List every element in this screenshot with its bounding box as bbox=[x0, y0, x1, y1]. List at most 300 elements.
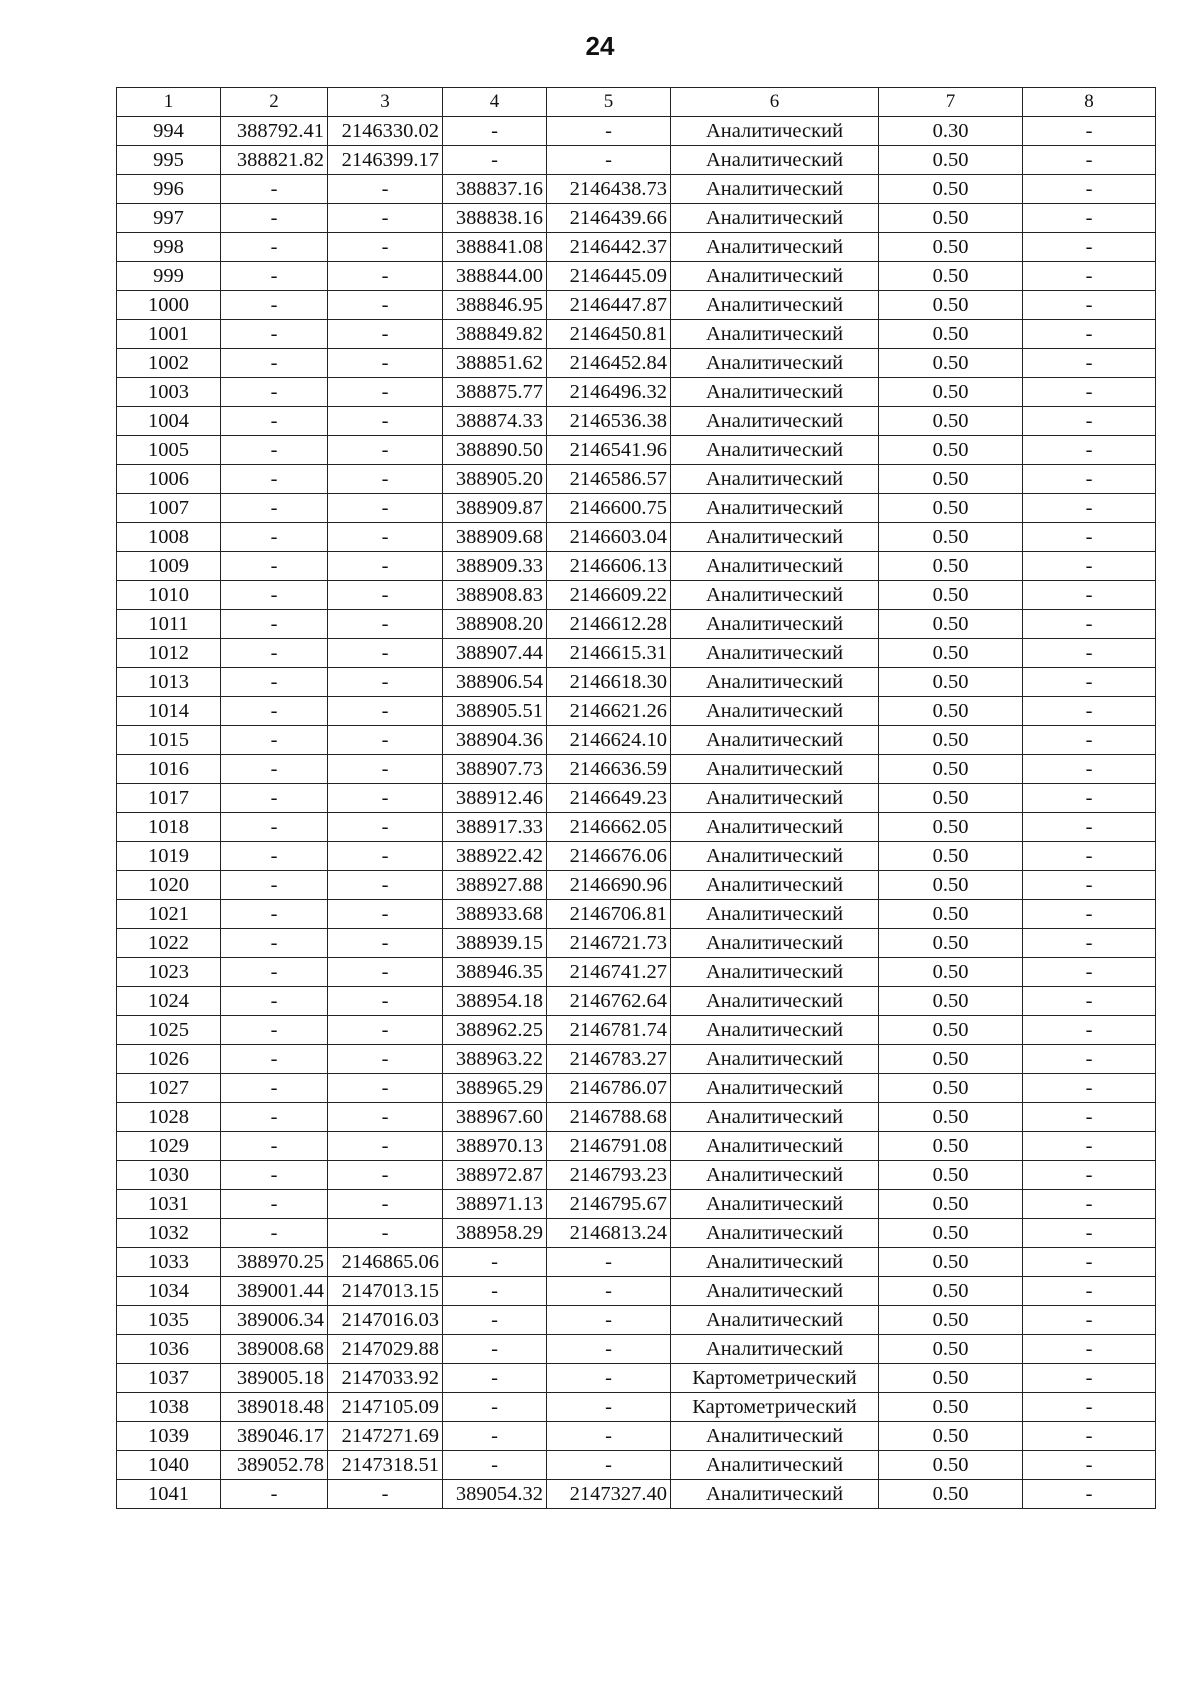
table-cell: - bbox=[328, 1045, 443, 1074]
table-cell: - bbox=[547, 1422, 671, 1451]
table-cell: - bbox=[1023, 262, 1156, 291]
table-cell: 1031 bbox=[117, 1190, 221, 1219]
table-row bbox=[117, 1480, 1156, 1509]
table-cell: - bbox=[1023, 784, 1156, 813]
table-cell: 388907.73 bbox=[443, 755, 547, 784]
table-cell: 2146603.04 bbox=[547, 523, 671, 552]
table-cell: 0.50 bbox=[879, 871, 1023, 900]
table-cell: - bbox=[221, 523, 328, 552]
table-cell: - bbox=[328, 842, 443, 871]
table-cell: - bbox=[1023, 494, 1156, 523]
table-row bbox=[117, 1219, 1156, 1248]
table-cell: 1026 bbox=[117, 1045, 221, 1074]
table-cell: - bbox=[328, 320, 443, 349]
table-cell: 0.50 bbox=[879, 813, 1023, 842]
table-cell: 2146783.27 bbox=[547, 1045, 671, 1074]
table-cell: - bbox=[328, 175, 443, 204]
table-cell: 2147318.51 bbox=[328, 1451, 443, 1480]
table-cell: 0.50 bbox=[879, 523, 1023, 552]
table-row bbox=[117, 1190, 1156, 1219]
table-row bbox=[117, 842, 1156, 871]
table-cell: 2146781.74 bbox=[547, 1016, 671, 1045]
table-cell: - bbox=[328, 1219, 443, 1248]
table-cell: - bbox=[221, 726, 328, 755]
table-cell: - bbox=[328, 1132, 443, 1161]
table-cell: 389008.68 bbox=[221, 1335, 328, 1364]
table-cell: Аналитический bbox=[671, 1132, 879, 1161]
table-cell: 388946.35 bbox=[443, 958, 547, 987]
table-row bbox=[117, 726, 1156, 755]
table-cell: Аналитический bbox=[671, 1306, 879, 1335]
table-cell: - bbox=[1023, 581, 1156, 610]
table-row bbox=[117, 1248, 1156, 1277]
table-cell: - bbox=[221, 610, 328, 639]
table-cell: 388917.33 bbox=[443, 813, 547, 842]
table-cell: - bbox=[1023, 1248, 1156, 1277]
table-cell: 2147033.92 bbox=[328, 1364, 443, 1393]
table-cell: 0.50 bbox=[879, 1016, 1023, 1045]
table-cell: 1007 bbox=[117, 494, 221, 523]
table-cell: Аналитический bbox=[671, 1045, 879, 1074]
table-row bbox=[117, 1335, 1156, 1364]
table-cell: 1003 bbox=[117, 378, 221, 407]
table-cell: 0.50 bbox=[879, 378, 1023, 407]
table-cell: 389054.32 bbox=[443, 1480, 547, 1509]
table-cell: - bbox=[328, 1190, 443, 1219]
table-cell: - bbox=[1023, 1219, 1156, 1248]
table-cell: 1014 bbox=[117, 697, 221, 726]
table-cell: - bbox=[1023, 436, 1156, 465]
table-cell: - bbox=[328, 987, 443, 1016]
table-cell: 1039 bbox=[117, 1422, 221, 1451]
table-cell: - bbox=[221, 1016, 328, 1045]
table-row bbox=[117, 523, 1156, 552]
table-cell: - bbox=[1023, 1422, 1156, 1451]
table-cell: - bbox=[1023, 117, 1156, 146]
table-row bbox=[117, 1451, 1156, 1480]
table-cell: - bbox=[328, 929, 443, 958]
table-cell: 2146621.26 bbox=[547, 697, 671, 726]
table-cell: - bbox=[221, 900, 328, 929]
table-cell: Аналитический bbox=[671, 436, 879, 465]
table-cell: 2146450.81 bbox=[547, 320, 671, 349]
table-cell: - bbox=[443, 1277, 547, 1306]
table-cell: 388939.15 bbox=[443, 929, 547, 958]
coordinates-table bbox=[116, 87, 1156, 1509]
table-cell: 995 bbox=[117, 146, 221, 175]
table-cell: 0.50 bbox=[879, 1306, 1023, 1335]
table-row bbox=[117, 465, 1156, 494]
table-cell: 388965.29 bbox=[443, 1074, 547, 1103]
table-cell: - bbox=[328, 784, 443, 813]
table-row bbox=[117, 204, 1156, 233]
table-cell: Аналитический bbox=[671, 1248, 879, 1277]
table-cell: Аналитический bbox=[671, 1074, 879, 1103]
table-cell: 998 bbox=[117, 233, 221, 262]
table-row bbox=[117, 494, 1156, 523]
table-cell: - bbox=[1023, 755, 1156, 784]
table-cell: 388837.16 bbox=[443, 175, 547, 204]
table-cell: 388904.36 bbox=[443, 726, 547, 755]
table-cell: - bbox=[221, 581, 328, 610]
table-row bbox=[117, 668, 1156, 697]
table-cell: - bbox=[1023, 958, 1156, 987]
table-cell: 388906.54 bbox=[443, 668, 547, 697]
table-row bbox=[117, 958, 1156, 987]
table-cell: 1040 bbox=[117, 1451, 221, 1480]
table-cell: 2146793.23 bbox=[547, 1161, 671, 1190]
table-cell: 0.50 bbox=[879, 291, 1023, 320]
table-cell: Аналитический bbox=[671, 349, 879, 378]
table-cell: 0.50 bbox=[879, 349, 1023, 378]
table-cell: 2147029.88 bbox=[328, 1335, 443, 1364]
table-cell: 1016 bbox=[117, 755, 221, 784]
column-header: 4 bbox=[443, 88, 547, 117]
table-cell: - bbox=[221, 639, 328, 668]
table-cell: 2146649.23 bbox=[547, 784, 671, 813]
table-cell: Аналитический bbox=[671, 1103, 879, 1132]
table-cell: - bbox=[328, 1016, 443, 1045]
table-cell: 0.50 bbox=[879, 320, 1023, 349]
table-cell: 0.50 bbox=[879, 610, 1023, 639]
table-cell: 1000 bbox=[117, 291, 221, 320]
table-cell: 2147013.15 bbox=[328, 1277, 443, 1306]
table-cell: 1009 bbox=[117, 552, 221, 581]
column-header: 1 bbox=[117, 88, 221, 117]
table-cell: Аналитический bbox=[671, 1219, 879, 1248]
table-cell: - bbox=[1023, 987, 1156, 1016]
table-row bbox=[117, 378, 1156, 407]
table-cell: Аналитический bbox=[671, 697, 879, 726]
table-cell: - bbox=[1023, 146, 1156, 175]
table-cell: - bbox=[221, 958, 328, 987]
table-cell: 2146541.96 bbox=[547, 436, 671, 465]
table-cell: Аналитический bbox=[671, 1016, 879, 1045]
table-cell: 2146609.22 bbox=[547, 581, 671, 610]
column-header: 8 bbox=[1023, 88, 1156, 117]
table-cell: 0.50 bbox=[879, 1480, 1023, 1509]
table-cell: 2146612.28 bbox=[547, 610, 671, 639]
column-header: 5 bbox=[547, 88, 671, 117]
table-row bbox=[117, 233, 1156, 262]
table-cell: - bbox=[1023, 1277, 1156, 1306]
table-row bbox=[117, 755, 1156, 784]
table-cell: - bbox=[1023, 697, 1156, 726]
table-cell: 2146706.81 bbox=[547, 900, 671, 929]
table-cell: 388970.25 bbox=[221, 1248, 328, 1277]
table-cell: 0.50 bbox=[879, 1190, 1023, 1219]
table-cell: - bbox=[328, 639, 443, 668]
table-cell: 388874.33 bbox=[443, 407, 547, 436]
table-cell: Картометрический bbox=[671, 1364, 879, 1393]
table-cell: 0.50 bbox=[879, 958, 1023, 987]
table-cell: Аналитический bbox=[671, 407, 879, 436]
table-cell: - bbox=[328, 610, 443, 639]
table-cell: 1036 bbox=[117, 1335, 221, 1364]
table-cell: - bbox=[328, 958, 443, 987]
table-cell: 388838.16 bbox=[443, 204, 547, 233]
table-cell: 1012 bbox=[117, 639, 221, 668]
table-row bbox=[117, 610, 1156, 639]
table-cell: 1022 bbox=[117, 929, 221, 958]
column-header: 3 bbox=[328, 88, 443, 117]
table-cell: - bbox=[1023, 465, 1156, 494]
table-cell: - bbox=[328, 523, 443, 552]
table-cell: - bbox=[1023, 1190, 1156, 1219]
table-cell: 1005 bbox=[117, 436, 221, 465]
table-cell: 0.50 bbox=[879, 204, 1023, 233]
table-cell: Аналитический bbox=[671, 1451, 879, 1480]
table-cell: 0.50 bbox=[879, 1248, 1023, 1277]
table-cell: 388905.20 bbox=[443, 465, 547, 494]
table-cell: 2146741.27 bbox=[547, 958, 671, 987]
table-row bbox=[117, 1132, 1156, 1161]
table-cell: - bbox=[328, 465, 443, 494]
table-cell: - bbox=[1023, 610, 1156, 639]
table-cell: 388844.00 bbox=[443, 262, 547, 291]
table-cell: - bbox=[328, 436, 443, 465]
table-cell: - bbox=[443, 1364, 547, 1393]
table-cell: - bbox=[328, 726, 443, 755]
table-cell: - bbox=[221, 871, 328, 900]
column-header: 2 bbox=[221, 88, 328, 117]
table-cell: 388970.13 bbox=[443, 1132, 547, 1161]
table-cell: - bbox=[547, 117, 671, 146]
table-cell: - bbox=[1023, 349, 1156, 378]
table-cell: - bbox=[1023, 1393, 1156, 1422]
table-cell: 2146496.32 bbox=[547, 378, 671, 407]
table-cell: 388908.83 bbox=[443, 581, 547, 610]
table-cell: 388851.62 bbox=[443, 349, 547, 378]
table-cell: - bbox=[221, 378, 328, 407]
table-cell: 388846.95 bbox=[443, 291, 547, 320]
table-cell: - bbox=[1023, 813, 1156, 842]
table-cell: - bbox=[221, 1045, 328, 1074]
table-cell: 1033 bbox=[117, 1248, 221, 1277]
table-cell: Аналитический bbox=[671, 900, 879, 929]
table-cell: Аналитический bbox=[671, 1422, 879, 1451]
table-cell: Аналитический bbox=[671, 523, 879, 552]
table-cell: Аналитический bbox=[671, 262, 879, 291]
table-row bbox=[117, 436, 1156, 465]
table-row bbox=[117, 1422, 1156, 1451]
table-cell: 1015 bbox=[117, 726, 221, 755]
table-cell: 0.50 bbox=[879, 1074, 1023, 1103]
table-cell: - bbox=[221, 320, 328, 349]
table-row bbox=[117, 1306, 1156, 1335]
table-cell: 2146536.38 bbox=[547, 407, 671, 436]
table-cell: Аналитический bbox=[671, 871, 879, 900]
table-cell: 2147327.40 bbox=[547, 1480, 671, 1509]
table-cell: 388907.44 bbox=[443, 639, 547, 668]
table-cell: - bbox=[1023, 552, 1156, 581]
table-row bbox=[117, 1364, 1156, 1393]
table-cell: - bbox=[221, 1074, 328, 1103]
table-cell: - bbox=[221, 813, 328, 842]
table-cell: 388875.77 bbox=[443, 378, 547, 407]
table-cell: 0.50 bbox=[879, 900, 1023, 929]
table-cell: 0.50 bbox=[879, 494, 1023, 523]
table-cell: Аналитический bbox=[671, 494, 879, 523]
table-cell: - bbox=[1023, 1103, 1156, 1132]
table-cell: - bbox=[221, 1132, 328, 1161]
table-cell: 1020 bbox=[117, 871, 221, 900]
table-cell: 388963.22 bbox=[443, 1045, 547, 1074]
table-cell: - bbox=[221, 233, 328, 262]
table-cell: - bbox=[443, 117, 547, 146]
table-cell: 1004 bbox=[117, 407, 221, 436]
table-cell: 996 bbox=[117, 175, 221, 204]
table-cell: 389001.44 bbox=[221, 1277, 328, 1306]
table-cell: 0.50 bbox=[879, 1335, 1023, 1364]
table-row bbox=[117, 407, 1156, 436]
table-cell: 388972.87 bbox=[443, 1161, 547, 1190]
table-cell: 2146330.02 bbox=[328, 117, 443, 146]
table-cell: 0.50 bbox=[879, 436, 1023, 465]
table-cell: 0.50 bbox=[879, 726, 1023, 755]
table-cell: 0.50 bbox=[879, 552, 1023, 581]
table-cell: - bbox=[221, 697, 328, 726]
table-cell: 0.50 bbox=[879, 1045, 1023, 1074]
table-cell: 388849.82 bbox=[443, 320, 547, 349]
table-cell: Аналитический bbox=[671, 233, 879, 262]
table-cell: 0.50 bbox=[879, 697, 1023, 726]
table-cell: Аналитический bbox=[671, 813, 879, 842]
table-cell: 1017 bbox=[117, 784, 221, 813]
table-cell: 389052.78 bbox=[221, 1451, 328, 1480]
table-cell: 388821.82 bbox=[221, 146, 328, 175]
table-cell: Аналитический bbox=[671, 1190, 879, 1219]
table-cell: - bbox=[328, 1161, 443, 1190]
table-cell: - bbox=[221, 291, 328, 320]
table-cell: Аналитический bbox=[671, 378, 879, 407]
table-row bbox=[117, 581, 1156, 610]
table-cell: 1021 bbox=[117, 900, 221, 929]
table-cell: 0.50 bbox=[879, 755, 1023, 784]
table-cell: 1041 bbox=[117, 1480, 221, 1509]
table-cell: - bbox=[1023, 842, 1156, 871]
table-row bbox=[117, 900, 1156, 929]
table-cell: - bbox=[328, 755, 443, 784]
table-cell: Аналитический bbox=[671, 987, 879, 1016]
table-row bbox=[117, 639, 1156, 668]
table-cell: - bbox=[1023, 929, 1156, 958]
table-cell: 0.50 bbox=[879, 1277, 1023, 1306]
table-row bbox=[117, 146, 1156, 175]
table-cell: - bbox=[328, 378, 443, 407]
table-cell: - bbox=[221, 668, 328, 697]
table-cell: - bbox=[1023, 1132, 1156, 1161]
table-cell: - bbox=[1023, 523, 1156, 552]
table-cell: - bbox=[1023, 204, 1156, 233]
table-cell: Аналитический bbox=[671, 1161, 879, 1190]
table-cell: 388841.08 bbox=[443, 233, 547, 262]
table-cell: Аналитический bbox=[671, 581, 879, 610]
table-cell: - bbox=[328, 494, 443, 523]
table-cell: 1019 bbox=[117, 842, 221, 871]
table-cell: - bbox=[1023, 1016, 1156, 1045]
table-cell: 0.50 bbox=[879, 1422, 1023, 1451]
table-cell: - bbox=[221, 262, 328, 291]
table-cell: 2146445.09 bbox=[547, 262, 671, 291]
table-cell: Аналитический bbox=[671, 552, 879, 581]
table-cell: 2147271.69 bbox=[328, 1422, 443, 1451]
table-cell: - bbox=[328, 668, 443, 697]
table-cell: 0.50 bbox=[879, 1103, 1023, 1132]
table-cell: 2146586.57 bbox=[547, 465, 671, 494]
table-cell: 0.50 bbox=[879, 1219, 1023, 1248]
table-cell: 1024 bbox=[117, 987, 221, 1016]
table-cell: 0.50 bbox=[879, 233, 1023, 262]
table-cell: 388890.50 bbox=[443, 436, 547, 465]
table-cell: 388912.46 bbox=[443, 784, 547, 813]
table-cell: 2146615.31 bbox=[547, 639, 671, 668]
table-cell: - bbox=[1023, 1161, 1156, 1190]
table-row bbox=[117, 1393, 1156, 1422]
table-cell: - bbox=[328, 1480, 443, 1509]
table-cell: 0.50 bbox=[879, 1364, 1023, 1393]
table-cell: 0.50 bbox=[879, 175, 1023, 204]
table-cell: 389005.18 bbox=[221, 1364, 328, 1393]
table-cell: 1032 bbox=[117, 1219, 221, 1248]
table-cell: 0.50 bbox=[879, 639, 1023, 668]
table-cell: - bbox=[221, 494, 328, 523]
table-cell: Аналитический bbox=[671, 726, 879, 755]
table-cell: - bbox=[328, 697, 443, 726]
table-cell: - bbox=[443, 1306, 547, 1335]
table-cell: - bbox=[1023, 726, 1156, 755]
table-cell: - bbox=[547, 1335, 671, 1364]
table-cell: - bbox=[221, 1219, 328, 1248]
table-cell: 1001 bbox=[117, 320, 221, 349]
table-cell: - bbox=[443, 1451, 547, 1480]
table-cell: - bbox=[1023, 900, 1156, 929]
table-row bbox=[117, 291, 1156, 320]
table-cell: - bbox=[221, 349, 328, 378]
table-row bbox=[117, 1016, 1156, 1045]
table-cell: - bbox=[221, 987, 328, 1016]
table-cell: 388962.25 bbox=[443, 1016, 547, 1045]
table-row bbox=[117, 987, 1156, 1016]
table-row bbox=[117, 552, 1156, 581]
table-cell: Аналитический bbox=[671, 175, 879, 204]
column-header: 7 bbox=[879, 88, 1023, 117]
table-cell: - bbox=[547, 1248, 671, 1277]
table-cell: 2147016.03 bbox=[328, 1306, 443, 1335]
table-cell: - bbox=[328, 552, 443, 581]
table-cell: 2146813.24 bbox=[547, 1219, 671, 1248]
table-cell: - bbox=[328, 233, 443, 262]
table-cell: 388909.68 bbox=[443, 523, 547, 552]
table-cell: - bbox=[328, 813, 443, 842]
table-cell: - bbox=[443, 1335, 547, 1364]
table-cell: - bbox=[547, 1277, 671, 1306]
table-cell: 2146452.84 bbox=[547, 349, 671, 378]
table-cell: 388971.13 bbox=[443, 1190, 547, 1219]
table-row bbox=[117, 1277, 1156, 1306]
table-cell: 999 bbox=[117, 262, 221, 291]
table-cell: - bbox=[1023, 1335, 1156, 1364]
table-cell: 2146606.13 bbox=[547, 552, 671, 581]
table-cell: Аналитический bbox=[671, 755, 879, 784]
table-cell: - bbox=[547, 1393, 671, 1422]
table-cell: 2146636.59 bbox=[547, 755, 671, 784]
table-row bbox=[117, 117, 1156, 146]
table-row bbox=[117, 262, 1156, 291]
table-cell: Аналитический bbox=[671, 958, 879, 987]
table-cell: 2147105.09 bbox=[328, 1393, 443, 1422]
table-cell: - bbox=[328, 407, 443, 436]
